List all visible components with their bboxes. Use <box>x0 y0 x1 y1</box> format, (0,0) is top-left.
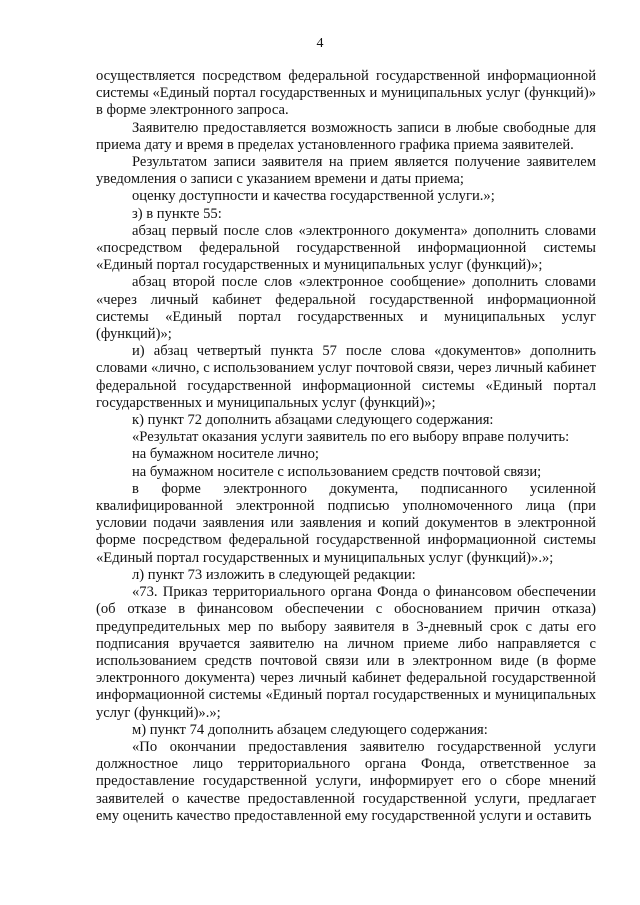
paragraph: Заявителю предоставляется возможность записи в любые свободные для приема дату и время в пределах установленного графика приема заявителей. <box>96 119 596 153</box>
paragraph: на бумажном носителе лично; <box>132 446 319 463</box>
paragraph: на бумажном носителе с использованием средств почтовой связи; <box>132 463 542 480</box>
paragraph: осуществляется посредством федеральной государственной информационной системы «Единый портал государственных и муниципальных услуг (функций)» в форме электронного запроса. <box>96 68 596 119</box>
paragraph: в форме электронного документа, подписанного усиленной квалифицированной электронной подписью уполномоченного лица (при условии подачи заявления или заявления и копий документов в электронной форме посредством федеральной государственной информационной системы «Единый портал государственных и муниципальных услуг (функций)».»; <box>96 480 596 566</box>
paragraph: оценку доступности и качества государственной услуги.»; <box>132 188 495 205</box>
page-number: 4 <box>316 36 324 51</box>
paragraph: «Результат оказания услуги заявитель по его выбору вправе получить: <box>132 429 570 446</box>
paragraph: абзац первый после слов «электронного документа» дополнить словами «посредством федеральной государственной информационной системы «Единый портал государственных и муниципальных услуг (функций)»; <box>96 222 596 274</box>
paragraph: Результатом записи заявителя на прием является получение заявителем уведомления о записи с указанием времени и даты приема; <box>96 154 596 188</box>
paragraph: и) абзац четвертый пункта 57 после слова «документов» дополнить словами «лично, с использованием услуг почтовой связи, через личный кабинет федеральной государственной информационной системы «Единый портал государственных и муниципальных услуг (функций)»; <box>96 343 596 411</box>
paragraph: л) пункт 73 изложить в следующей редакции: <box>132 566 416 583</box>
paragraph: «73. Приказ территориального органа Фонда о финансовом обеспечении (об отказе в финансовом обеспечении с обоснованием причин отказа) предупредительных мер по выбору заявителя в 3-дневный срок с даты его подписания вручается заявителю на личном приеме либо направляется с использованием средств почтовой связи или в электронном виде (в форме электронного документа) через личный кабинет федеральной государственной информационной системы «Единый портал государственных и муниципальных услуг (функций)».»; <box>96 584 596 721</box>
paragraph: к) пункт 72 дополнить абзацами следующего содержания: <box>132 412 494 429</box>
paragraph: абзац второй после слов «электронное сообщение» дополнить словами «через личный кабинет федеральной государственной информационной системы «Единый портал государственных и муниципальных услуг (функций)»; <box>96 274 596 343</box>
paragraph: з) в пункте 55: <box>132 205 222 222</box>
document-body <box>96 68 596 825</box>
paragraph: м) пункт 74 дополнить абзацем следующего содержания: <box>132 721 488 738</box>
paragraph: «По окончании предоставления заявителю государственной услуги должностное лицо территориального органа Фонда, ответственное за предоставление государственной услуги, информирует его о сборе мнений заявителей о качестве предоставленной государственной услуги, предлагает ему оценить качество предоставленной ему государственной услуги и оставить <box>96 738 596 824</box>
